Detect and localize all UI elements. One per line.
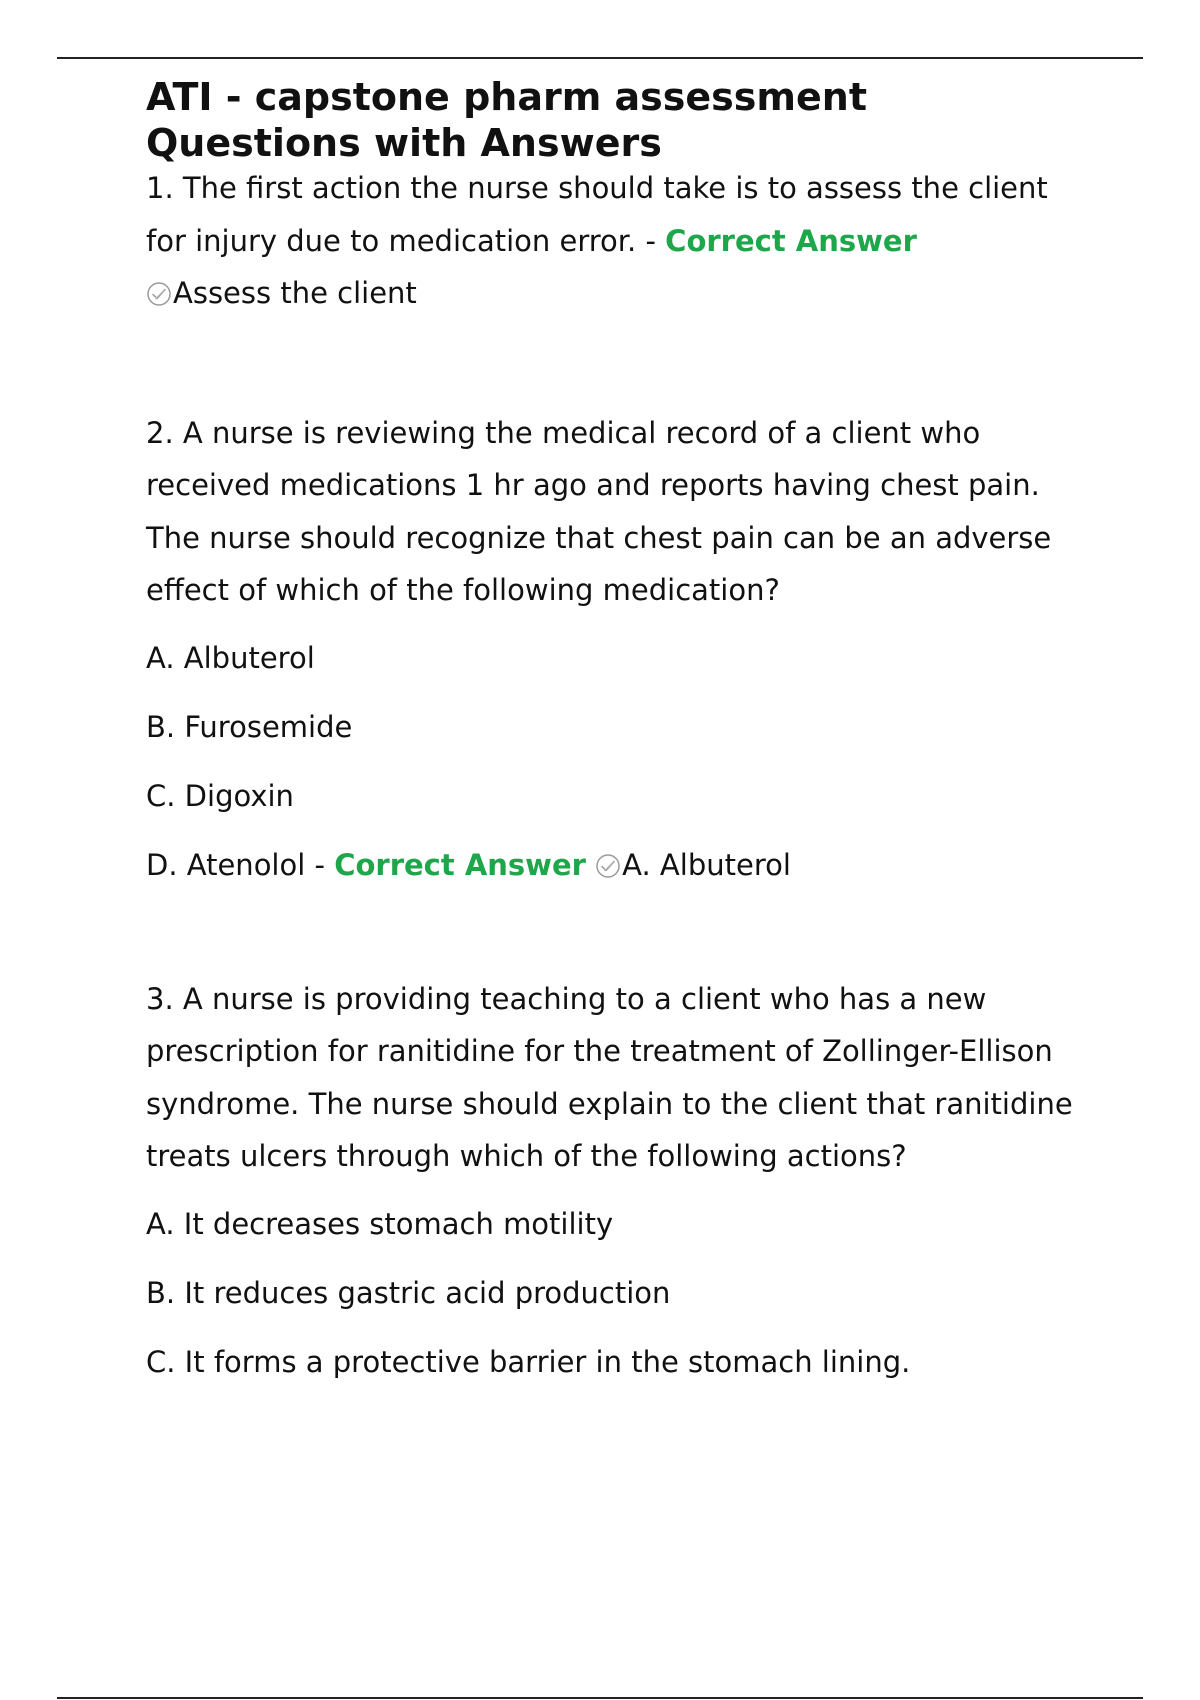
- document-title: [146, 74, 1096, 166]
- question-1-text: 1. The first action the nurse should take is to assess the client for injury due to medication error. -: [146, 171, 1048, 258]
- question-3-option-a: A. It decreases stomach motility: [146, 1206, 614, 1241]
- spacer: [146, 891, 1096, 973]
- top-rule: [57, 57, 1143, 59]
- question-2-option-d: [146, 839, 1096, 891]
- question-3-option-c: C. It forms a protective barrier in the stomach lining.: [146, 1344, 911, 1379]
- question-2-answer: A. Albuterol: [622, 847, 791, 882]
- bottom-rule: [57, 1697, 1143, 1699]
- spacer: [146, 617, 1096, 632]
- question-2: 2. A nurse is reviewing the medical record of a client who received medications 1 hr ago and reports having chest pain. The nurse should recognize that chest pain can be an adverse effect of which of the following medication?: [146, 415, 1052, 607]
- document-body: [146, 74, 1096, 1388]
- question-2-option-a: A. Albuterol: [146, 640, 315, 675]
- question-1-answer: Assess the client: [173, 276, 417, 310]
- spacer: [146, 320, 1096, 407]
- title-line-1: ATI - capstone pharm assessment: [146, 75, 867, 119]
- question-2-option-c: C. Digoxin: [146, 778, 294, 813]
- question-3-option-b: B. It reduces gastric acid production: [146, 1275, 671, 1310]
- question-3: 3. A nurse is providing teaching to a client who has a new prescription for ranitidine for the treatment of Zollinger-Ellison syndrome. The nurse should explain to the client that ranitidine treats ulcers through which of the following actions?: [146, 981, 1073, 1173]
- check-circle-icon: [595, 853, 621, 879]
- question-1: [146, 162, 1096, 320]
- correct-answer-label: Correct Answer: [665, 223, 917, 258]
- question-2-option-d-text: D. Atenolol -: [146, 847, 335, 882]
- correct-answer-label: Correct Answer: [334, 847, 586, 882]
- check-circle-icon: [146, 281, 172, 307]
- question-2-option-b: B. Furosemide: [146, 709, 353, 744]
- title-line-2: Questions with Answers: [146, 121, 662, 165]
- spacer: [146, 1183, 1096, 1198]
